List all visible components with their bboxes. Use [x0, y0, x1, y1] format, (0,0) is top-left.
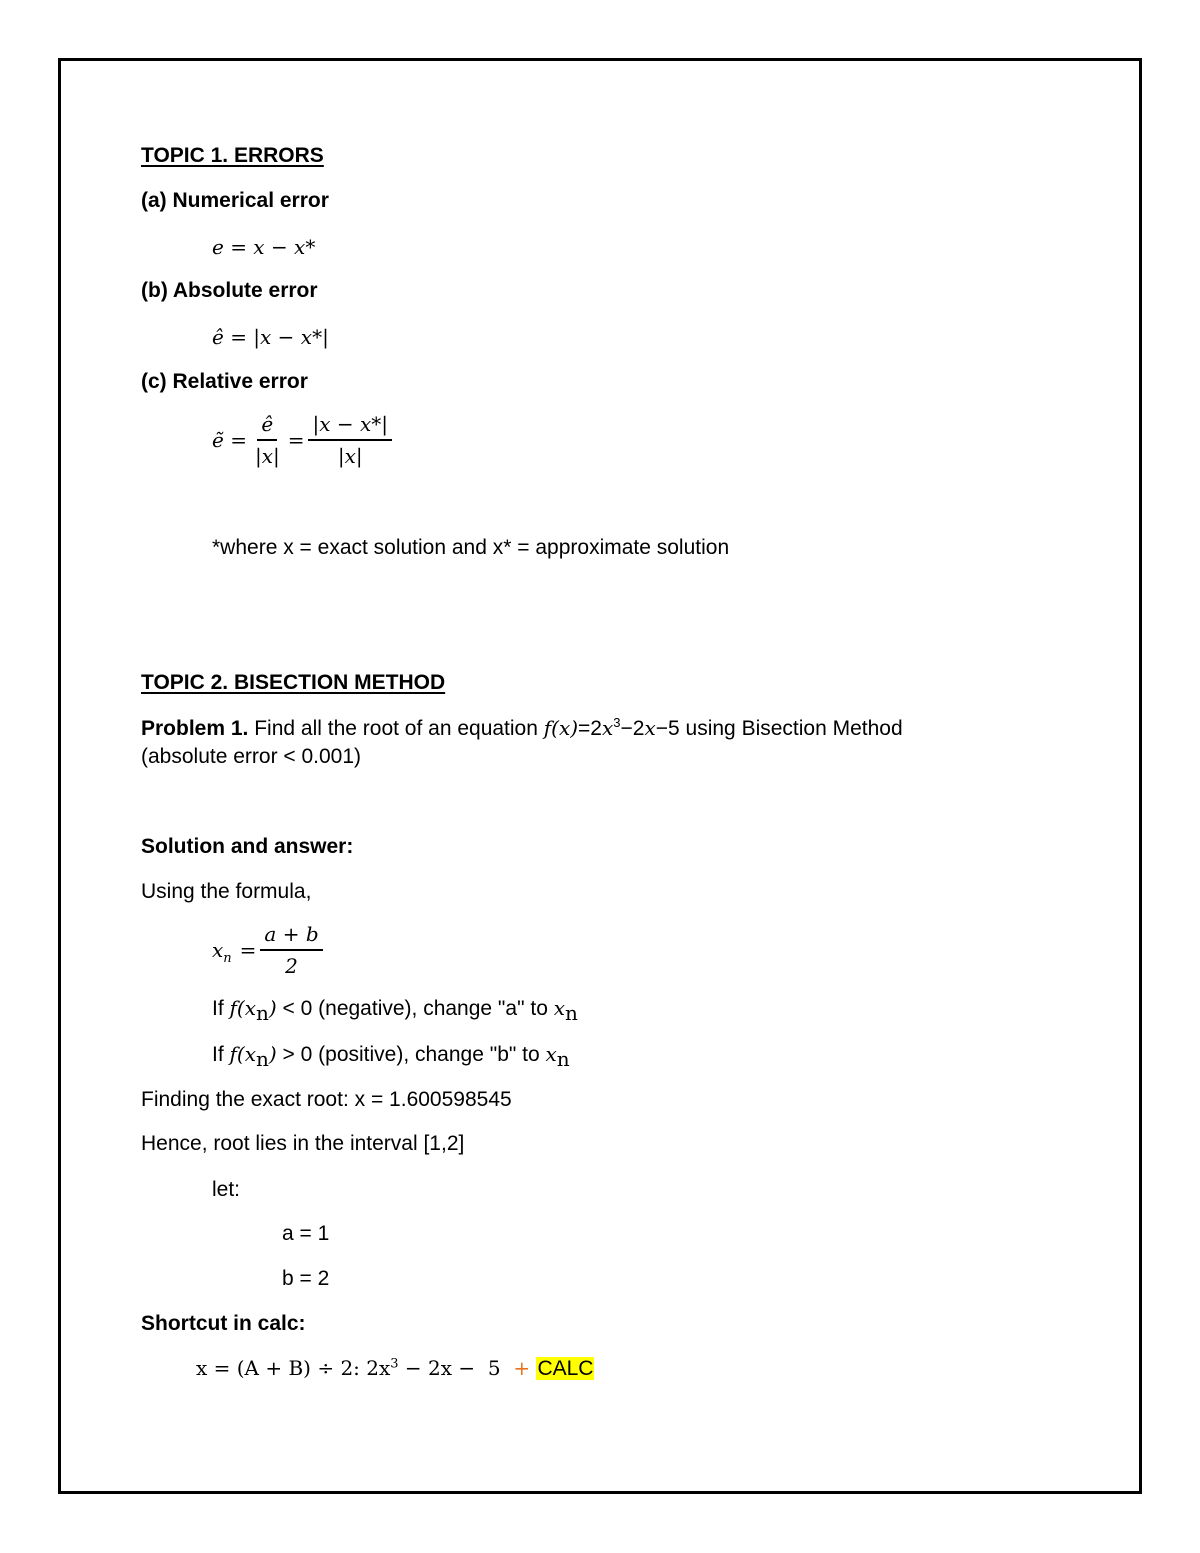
relative-error-fraction-2	[308, 412, 392, 468]
fraction-1-numerator: ê	[257, 412, 277, 441]
xn-fraction	[260, 922, 322, 978]
problem-coef: =2	[578, 717, 602, 740]
a-value: a = 1	[282, 1222, 330, 1245]
numerical-error-label: (a) Numerical error	[141, 189, 329, 212]
calc-plus: +	[513, 1356, 537, 1380]
let-text: let:	[212, 1178, 241, 1201]
problem-exponent: 3	[613, 715, 621, 730]
rule-positive: If $f(x_n) > 0$ (positive), change "b" to $x_n$	[212, 1042, 570, 1072]
problem-label: Problem 1.	[141, 717, 249, 740]
solution-heading: Solution and answer:	[141, 835, 354, 858]
problem-condition: (absolute error < 0.001)	[141, 745, 362, 768]
topic1-heading: TOPIC 1. ERRORS	[141, 144, 324, 167]
problem-text: Find all the root of an equation	[248, 717, 544, 740]
exact-root-text: Finding the exact root: x = 1.600598545	[141, 1088, 512, 1111]
fraction-2-numerator: |x − x*|	[308, 412, 392, 441]
using-formula-text: Using the formula,	[141, 880, 312, 903]
fraction-2-denominator: |x|	[337, 444, 363, 468]
absolute-error-formula: ê = |x − x*|	[212, 325, 329, 349]
bisection-formula	[212, 922, 327, 978]
xn-equals: =	[239, 938, 257, 962]
xn-lhs: $x_n$	[212, 938, 232, 966]
numerical-error-formula: e = x − x*	[212, 235, 316, 259]
topic2-heading: TOPIC 2. BISECTION METHOD	[141, 671, 446, 694]
problem-x2: x	[644, 716, 656, 740]
rule-negative: If $f(x_n) < 0$ (negative), change "a" to $x_n$	[212, 996, 578, 1026]
problem-tail: −5 using Bisection Method	[655, 717, 903, 740]
page-border	[58, 58, 1142, 1494]
calc-key-highlight: CALC	[537, 1357, 594, 1380]
absolute-error-label: (b) Absolute error	[141, 279, 318, 302]
fraction-1-denominator: |x|	[254, 444, 280, 468]
shortcut-heading: Shortcut in calc:	[141, 1312, 306, 1335]
relative-error-equals: =	[287, 428, 305, 452]
xn-numerator: a + b	[260, 922, 322, 951]
problem-function: f(x)	[543, 716, 579, 740]
relative-error-formula	[212, 412, 396, 468]
interval-text: Hence, root lies in the interval [1,2]	[141, 1132, 465, 1155]
relative-error-label: (c) Relative error	[141, 370, 308, 393]
calc-expression: x = (A + B) ÷ 2: $2x^3 - 2x - 5$ + CALC	[196, 1356, 594, 1380]
definitions-note: *where x = exact solution and x* = approximate solution	[212, 536, 730, 559]
relative-error-fraction-1	[251, 412, 284, 468]
problem-mid: −2	[620, 717, 645, 740]
relative-error-lhs: ẽ =	[212, 428, 247, 452]
problem-statement	[141, 716, 903, 741]
problem-x: x	[602, 716, 614, 740]
xn-denominator: 2	[285, 954, 298, 978]
b-value: b = 2	[282, 1267, 330, 1290]
